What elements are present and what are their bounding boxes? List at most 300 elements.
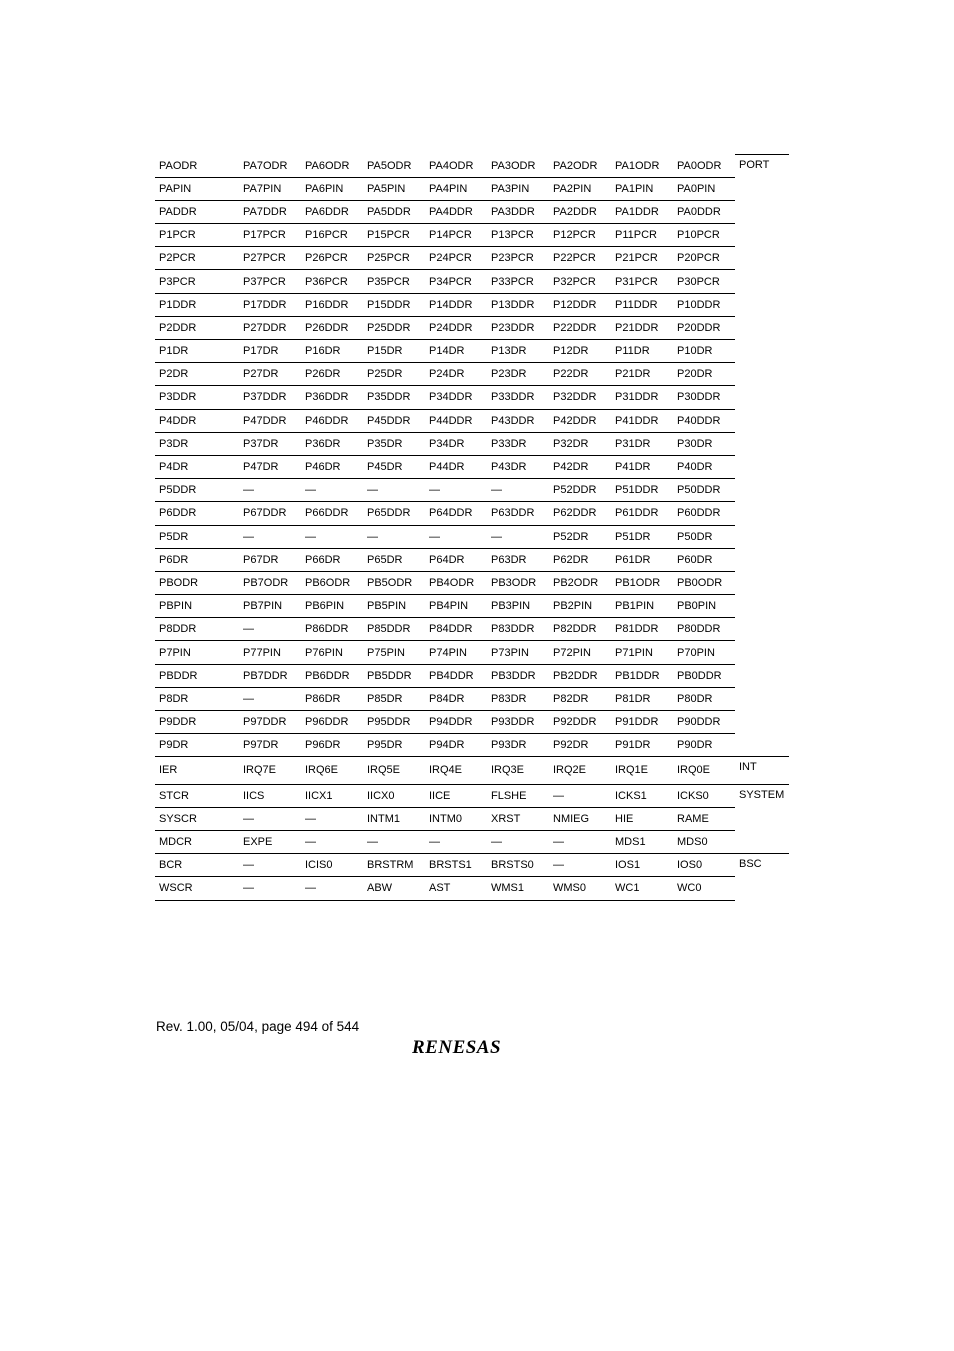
bit-name-cell: P14DDR [425, 293, 487, 316]
bit-name-cell: HIE [611, 807, 673, 830]
bit-name-cell: P33DR [487, 432, 549, 455]
register-name-cell: P4DR [155, 455, 239, 478]
bit-name-cell: — [425, 525, 487, 548]
register-name-cell: PADDR [155, 200, 239, 223]
table-row [155, 432, 789, 455]
bit-name-cell: P30DR [673, 432, 735, 455]
table-row [155, 386, 789, 409]
bit-name-cell: — [239, 525, 301, 548]
register-name-cell: STCR [155, 784, 239, 807]
bit-name-cell: PB6DDR [301, 664, 363, 687]
bit-name-cell: ABW [363, 877, 425, 900]
bit-name-cell: NMIEG [549, 807, 611, 830]
bit-name-cell: P60DDR [673, 502, 735, 525]
bit-name-cell: P63DR [487, 548, 549, 571]
table-row [155, 854, 789, 877]
bit-name-cell: P25DR [363, 363, 425, 386]
bit-name-cell: P26DDR [301, 316, 363, 339]
bit-name-cell: P32PCR [549, 270, 611, 293]
bit-name-cell: P50DR [673, 525, 735, 548]
bit-name-cell: P15DDR [363, 293, 425, 316]
bit-name-cell: P15DR [363, 340, 425, 363]
table-row [155, 784, 789, 807]
bit-name-cell: IRQ4E [425, 757, 487, 784]
bit-name-cell: P51DDR [611, 479, 673, 502]
bit-name-cell: PA7PIN [239, 177, 301, 200]
table-row [155, 293, 789, 316]
register-name-cell: P6DDR [155, 502, 239, 525]
bit-name-cell: P90DDR [673, 711, 735, 734]
bit-name-cell: P26PCR [301, 247, 363, 270]
bit-name-cell: ICKS0 [673, 784, 735, 807]
bit-name-cell: PB6ODR [301, 571, 363, 594]
bit-name-cell: PA6ODR [301, 155, 363, 178]
bit-name-cell: PB0ODR [673, 571, 735, 594]
bit-name-cell: P20DR [673, 363, 735, 386]
bit-name-cell: P35PCR [363, 270, 425, 293]
register-name-cell: P2DDR [155, 316, 239, 339]
bit-name-cell: P81DR [611, 687, 673, 710]
bit-name-cell: — [239, 877, 301, 900]
register-name-cell: P9DDR [155, 711, 239, 734]
bit-name-cell: P94DDR [425, 711, 487, 734]
bit-name-cell: P86DR [301, 687, 363, 710]
renesas-logo-text: RENESAS [412, 1037, 502, 1057]
bit-name-cell: P97DR [239, 734, 301, 757]
bit-name-cell: PA0ODR [673, 155, 735, 178]
bit-name-cell: P95DDR [363, 711, 425, 734]
bit-name-cell: P86DDR [301, 618, 363, 641]
table-row [155, 877, 789, 900]
bit-name-cell: P30PCR [673, 270, 735, 293]
bit-name-cell: — [549, 784, 611, 807]
bit-name-cell: IRQ1E [611, 757, 673, 784]
table-row [155, 340, 789, 363]
bit-name-cell: — [239, 479, 301, 502]
bit-name-cell: PB4PIN [425, 595, 487, 618]
bit-name-cell: — [549, 854, 611, 877]
bit-name-cell: — [301, 525, 363, 548]
bit-name-cell: P93DDR [487, 711, 549, 734]
bit-name-cell: PB3PIN [487, 595, 549, 618]
bit-name-cell: XRST [487, 807, 549, 830]
bit-name-cell: IOS1 [611, 854, 673, 877]
bit-name-cell: P92DR [549, 734, 611, 757]
bit-name-cell: PA6PIN [301, 177, 363, 200]
table-row [155, 155, 789, 178]
bit-name-cell: PA5ODR [363, 155, 425, 178]
bit-name-cell: PA7ODR [239, 155, 301, 178]
bit-name-cell: P34PCR [425, 270, 487, 293]
bit-name-cell: — [239, 807, 301, 830]
bit-name-cell: P60DR [673, 548, 735, 571]
table-row [155, 316, 789, 339]
bit-name-cell: IRQ6E [301, 757, 363, 784]
bit-name-cell: P85DR [363, 687, 425, 710]
bit-name-cell: P23PCR [487, 247, 549, 270]
bit-name-cell: P11DDR [611, 293, 673, 316]
table-row [155, 479, 789, 502]
bit-name-cell: P82DR [549, 687, 611, 710]
bit-name-cell: P23DDR [487, 316, 549, 339]
bit-name-cell: IRQ0E [673, 757, 735, 784]
bit-name-cell: BRSTS0 [487, 854, 549, 877]
bit-name-cell: P64DR [425, 548, 487, 571]
bit-name-cell: P40DDR [673, 409, 735, 432]
bit-name-cell: PA2ODR [549, 155, 611, 178]
bit-name-cell: — [487, 830, 549, 853]
bit-name-cell: P33DDR [487, 386, 549, 409]
bit-name-cell: P73PIN [487, 641, 549, 664]
bit-name-cell: PB4DDR [425, 664, 487, 687]
module-name-cell: PORT [735, 155, 789, 757]
bit-name-cell: P47DDR [239, 409, 301, 432]
bit-name-cell: MDS0 [673, 830, 735, 853]
bit-name-cell: P65DDR [363, 502, 425, 525]
register-name-cell: P1PCR [155, 224, 239, 247]
bit-name-cell: P51DR [611, 525, 673, 548]
bit-name-cell: P41DDR [611, 409, 673, 432]
bit-name-cell: P21PCR [611, 247, 673, 270]
table-row [155, 548, 789, 571]
bit-name-cell: — [363, 525, 425, 548]
bit-name-cell: — [239, 854, 301, 877]
bit-name-cell: P93DR [487, 734, 549, 757]
bit-name-cell: MDS1 [611, 830, 673, 853]
bit-name-cell: PB5ODR [363, 571, 425, 594]
register-name-cell: PBDDR [155, 664, 239, 687]
bit-name-cell: PB7ODR [239, 571, 301, 594]
bit-name-cell: IRQ7E [239, 757, 301, 784]
table-row [155, 807, 789, 830]
bit-name-cell: P37PCR [239, 270, 301, 293]
bit-name-cell: P97DDR [239, 711, 301, 734]
bit-name-cell: BRSTRM [363, 854, 425, 877]
bit-name-cell: PB2ODR [549, 571, 611, 594]
bit-name-cell: P66DR [301, 548, 363, 571]
module-name-cell: SYSTEM [735, 784, 789, 854]
bit-name-cell: PB5PIN [363, 595, 425, 618]
bit-name-cell: PA3DDR [487, 200, 549, 223]
bit-name-cell: P41DR [611, 455, 673, 478]
bit-name-cell: WC0 [673, 877, 735, 900]
bit-name-cell: P46DDR [301, 409, 363, 432]
register-name-cell: P4DDR [155, 409, 239, 432]
bit-name-cell: P43DDR [487, 409, 549, 432]
register-name-cell: P3DDR [155, 386, 239, 409]
bit-name-cell: P36DDR [301, 386, 363, 409]
register-name-cell: P6DR [155, 548, 239, 571]
bit-name-cell: P17PCR [239, 224, 301, 247]
bit-name-cell: P30DDR [673, 386, 735, 409]
bit-name-cell: — [301, 479, 363, 502]
renesas-logo [412, 1035, 536, 1057]
register-name-cell: PBPIN [155, 595, 239, 618]
bit-name-cell: P12PCR [549, 224, 611, 247]
bit-name-cell: PB2PIN [549, 595, 611, 618]
bit-name-cell: PA1PIN [611, 177, 673, 200]
table-row [155, 363, 789, 386]
bit-name-cell: — [425, 479, 487, 502]
bit-name-cell: P44DR [425, 455, 487, 478]
bit-name-cell: PA0DDR [673, 200, 735, 223]
bit-name-cell: PA2PIN [549, 177, 611, 200]
bit-name-cell: P61DDR [611, 502, 673, 525]
bit-name-cell: P13PCR [487, 224, 549, 247]
bit-name-cell: P14PCR [425, 224, 487, 247]
bit-name-cell: P27PCR [239, 247, 301, 270]
bit-name-cell: P90DR [673, 734, 735, 757]
register-name-cell: P1DDR [155, 293, 239, 316]
bit-name-cell: IRQ5E [363, 757, 425, 784]
bit-name-cell: P15PCR [363, 224, 425, 247]
bit-name-cell: P17DR [239, 340, 301, 363]
bit-name-cell: PA1ODR [611, 155, 673, 178]
bit-name-cell: P81DDR [611, 618, 673, 641]
bit-name-cell: FLSHE [487, 784, 549, 807]
table-row [155, 224, 789, 247]
bit-name-cell: PB3DDR [487, 664, 549, 687]
bit-name-cell: EXPE [239, 830, 301, 853]
bit-name-cell: P22DR [549, 363, 611, 386]
table-row [155, 455, 789, 478]
bit-name-cell: P62DDR [549, 502, 611, 525]
bit-name-cell: P25DDR [363, 316, 425, 339]
bit-name-cell: P66DDR [301, 502, 363, 525]
table-row [155, 571, 789, 594]
bit-name-cell: IOS0 [673, 854, 735, 877]
register-name-cell: IER [155, 757, 239, 784]
register-name-cell: MDCR [155, 830, 239, 853]
bit-name-cell: P10PCR [673, 224, 735, 247]
bit-name-cell: P31PCR [611, 270, 673, 293]
bit-name-cell: P77PIN [239, 641, 301, 664]
bit-name-cell: P13DR [487, 340, 549, 363]
bit-name-cell: — [363, 479, 425, 502]
bit-name-cell: P72PIN [549, 641, 611, 664]
bit-name-cell: P14DR [425, 340, 487, 363]
bit-name-cell: P16DDR [301, 293, 363, 316]
bit-name-cell: P32DDR [549, 386, 611, 409]
bit-name-cell: PA5PIN [363, 177, 425, 200]
bit-name-cell: PB7PIN [239, 595, 301, 618]
bit-name-cell: P45DDR [363, 409, 425, 432]
bit-name-cell: P36PCR [301, 270, 363, 293]
bit-name-cell: BRSTS1 [425, 854, 487, 877]
bit-name-cell: P67DR [239, 548, 301, 571]
bit-name-cell: PA4ODR [425, 155, 487, 178]
bit-name-cell: P40DR [673, 455, 735, 478]
bit-name-cell: P47DR [239, 455, 301, 478]
bit-name-cell: PA4DDR [425, 200, 487, 223]
bit-name-cell: P96DR [301, 734, 363, 757]
bit-name-cell: P13DDR [487, 293, 549, 316]
bit-name-cell: P83DR [487, 687, 549, 710]
bit-name-cell: PB5DDR [363, 664, 425, 687]
bit-name-cell: RAME [673, 807, 735, 830]
bit-name-cell: PB4ODR [425, 571, 487, 594]
bit-name-cell: PB0DDR [673, 664, 735, 687]
bit-name-cell: P24DR [425, 363, 487, 386]
bit-name-cell: P63DDR [487, 502, 549, 525]
bit-name-cell: P74PIN [425, 641, 487, 664]
bit-name-cell: PA7DDR [239, 200, 301, 223]
module-name-cell: INT [735, 757, 789, 784]
table-row [155, 200, 789, 223]
bit-name-cell: WC1 [611, 877, 673, 900]
register-name-cell: PBODR [155, 571, 239, 594]
bit-name-cell: P31DR [611, 432, 673, 455]
table-row [155, 525, 789, 548]
table-row [155, 177, 789, 200]
bit-name-cell: PB7DDR [239, 664, 301, 687]
register-name-cell: P8DR [155, 687, 239, 710]
table-row [155, 595, 789, 618]
bit-name-cell: P43DR [487, 455, 549, 478]
register-table [155, 154, 789, 901]
bit-name-cell: P11PCR [611, 224, 673, 247]
page-footer-revision: Rev. 1.00, 05/04, page 494 of 544 [156, 1019, 360, 1034]
bit-name-cell: ICKS1 [611, 784, 673, 807]
bit-name-cell: PA3PIN [487, 177, 549, 200]
bit-name-cell: PB1ODR [611, 571, 673, 594]
register-name-cell: P2PCR [155, 247, 239, 270]
bit-name-cell: P82DDR [549, 618, 611, 641]
bit-name-cell: P11DR [611, 340, 673, 363]
bit-name-cell: P22DDR [549, 316, 611, 339]
bit-name-cell: P24DDR [425, 316, 487, 339]
register-name-cell: P7PIN [155, 641, 239, 664]
bit-name-cell: PB6PIN [301, 595, 363, 618]
bit-name-cell: P16DR [301, 340, 363, 363]
bit-name-cell: P64DDR [425, 502, 487, 525]
bit-name-cell: P85DDR [363, 618, 425, 641]
table-row [155, 270, 789, 293]
bit-name-cell: — [549, 830, 611, 853]
bit-name-cell: — [363, 830, 425, 853]
bit-name-cell: PA1DDR [611, 200, 673, 223]
bit-name-cell: P95DR [363, 734, 425, 757]
bit-name-cell: INTM1 [363, 807, 425, 830]
bit-name-cell: P27DR [239, 363, 301, 386]
table-row [155, 734, 789, 757]
bit-name-cell: INTM0 [425, 807, 487, 830]
bit-name-cell: P24PCR [425, 247, 487, 270]
bit-name-cell: P80DR [673, 687, 735, 710]
bit-name-cell: P70PIN [673, 641, 735, 664]
bit-name-cell: WMS1 [487, 877, 549, 900]
register-name-cell: P3DR [155, 432, 239, 455]
bit-name-cell: IICE [425, 784, 487, 807]
bit-name-cell: P46DR [301, 455, 363, 478]
bit-name-cell: PA0PIN [673, 177, 735, 200]
bit-name-cell: P84DR [425, 687, 487, 710]
bit-name-cell: — [301, 877, 363, 900]
bit-name-cell: P21DDR [611, 316, 673, 339]
bit-name-cell: IICX1 [301, 784, 363, 807]
bit-name-cell: PA6DDR [301, 200, 363, 223]
table-row [155, 409, 789, 432]
bit-name-cell: — [487, 479, 549, 502]
bit-name-cell: P10DDR [673, 293, 735, 316]
bit-name-cell: P10DR [673, 340, 735, 363]
bit-name-cell: P71PIN [611, 641, 673, 664]
bit-name-cell: P33PCR [487, 270, 549, 293]
bit-name-cell: P20PCR [673, 247, 735, 270]
bit-name-cell: P22PCR [549, 247, 611, 270]
bit-name-cell: P91DR [611, 734, 673, 757]
register-table-body [155, 155, 789, 901]
register-name-cell: PAODR [155, 155, 239, 178]
table-row [155, 830, 789, 853]
bit-name-cell: P45DR [363, 455, 425, 478]
bit-name-cell: PA4PIN [425, 177, 487, 200]
bit-name-cell: P96DDR [301, 711, 363, 734]
bit-name-cell: P92DDR [549, 711, 611, 734]
bit-name-cell: P31DDR [611, 386, 673, 409]
bit-name-cell: PA5DDR [363, 200, 425, 223]
bit-name-cell: ICIS0 [301, 854, 363, 877]
bit-name-cell: AST [425, 877, 487, 900]
bit-name-cell: PB1DDR [611, 664, 673, 687]
bit-name-cell: P20DDR [673, 316, 735, 339]
register-name-cell: BCR [155, 854, 239, 877]
table-row [155, 618, 789, 641]
bit-name-cell: P52DDR [549, 479, 611, 502]
register-name-cell: PAPIN [155, 177, 239, 200]
table-row [155, 641, 789, 664]
bit-name-cell: P34DDR [425, 386, 487, 409]
bit-name-cell: PA2DDR [549, 200, 611, 223]
bit-name-cell: P12DR [549, 340, 611, 363]
table-row [155, 502, 789, 525]
register-name-cell: P1DR [155, 340, 239, 363]
bit-name-cell: P23DR [487, 363, 549, 386]
register-name-cell: P9DR [155, 734, 239, 757]
bit-name-cell: P21DR [611, 363, 673, 386]
bit-name-cell: P12DDR [549, 293, 611, 316]
bit-name-cell: P83DDR [487, 618, 549, 641]
bit-name-cell: — [301, 807, 363, 830]
bit-name-cell: PB0PIN [673, 595, 735, 618]
bit-name-cell: PB2DDR [549, 664, 611, 687]
register-name-cell: P5DR [155, 525, 239, 548]
bit-name-cell: P37DDR [239, 386, 301, 409]
bit-name-cell: — [487, 525, 549, 548]
register-name-cell: SYSCR [155, 807, 239, 830]
bit-name-cell: — [425, 830, 487, 853]
bit-name-cell: PA3ODR [487, 155, 549, 178]
table-row [155, 247, 789, 270]
bit-name-cell: P37DR [239, 432, 301, 455]
register-name-cell: P5DDR [155, 479, 239, 502]
bit-name-cell: PB1PIN [611, 595, 673, 618]
bit-name-cell: — [301, 830, 363, 853]
bit-name-cell: P42DR [549, 455, 611, 478]
bit-name-cell: P91DDR [611, 711, 673, 734]
bit-name-cell: P36DR [301, 432, 363, 455]
table-row [155, 711, 789, 734]
bit-name-cell: P17DDR [239, 293, 301, 316]
bit-name-cell: P75PIN [363, 641, 425, 664]
bit-name-cell: P26DR [301, 363, 363, 386]
bit-name-cell: IICX0 [363, 784, 425, 807]
bit-name-cell: — [239, 618, 301, 641]
bit-name-cell: P80DDR [673, 618, 735, 641]
bit-name-cell: PB3ODR [487, 571, 549, 594]
bit-name-cell: P16PCR [301, 224, 363, 247]
bit-name-cell: P62DR [549, 548, 611, 571]
